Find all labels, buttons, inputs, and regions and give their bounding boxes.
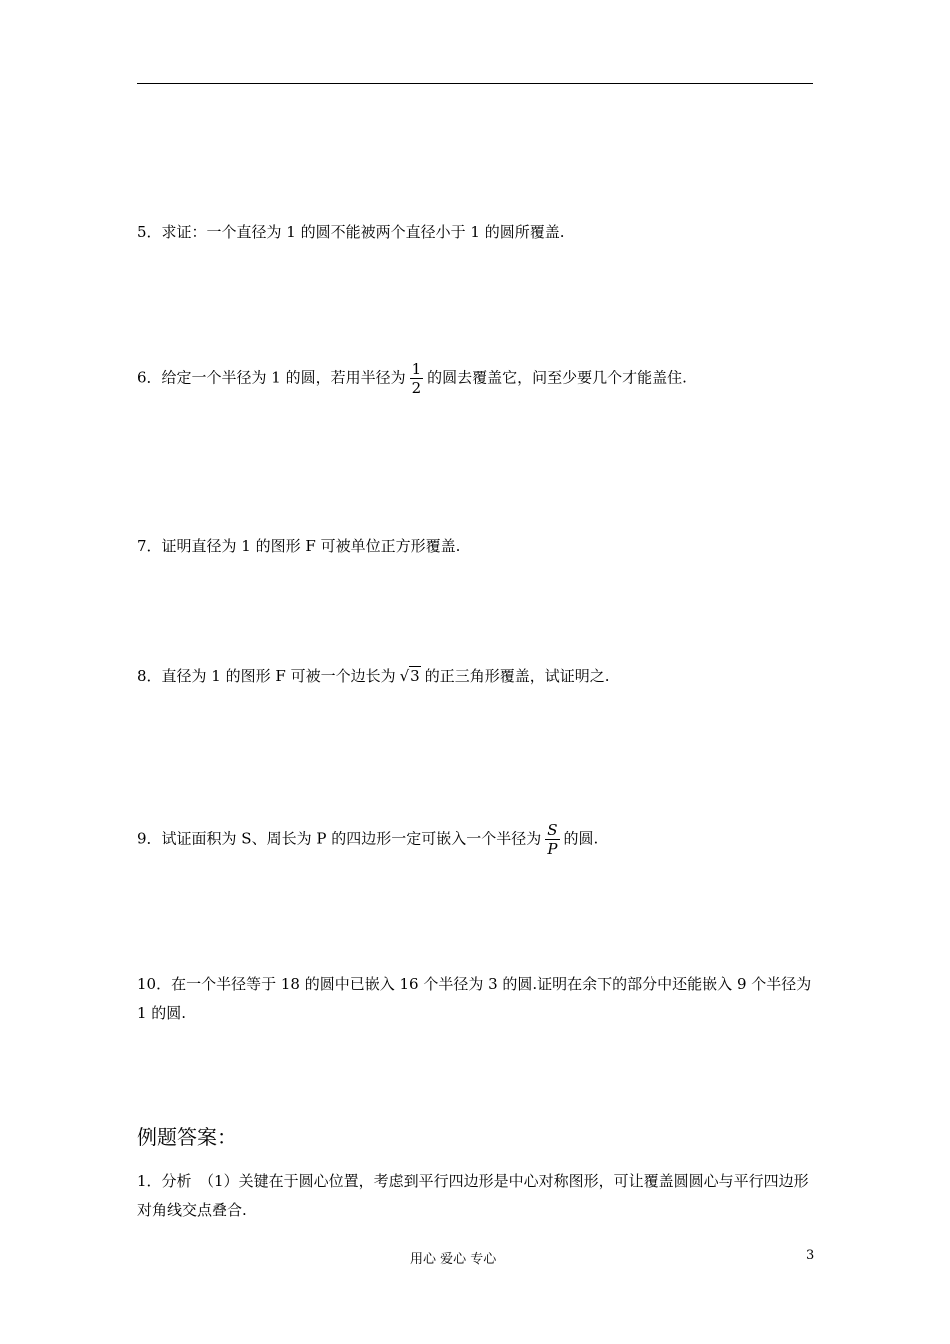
answers-section-title: 例题答案： bbox=[137, 1125, 237, 1149]
problem-8 bbox=[137, 665, 609, 687]
fraction-one-half bbox=[410, 360, 424, 397]
sqrt-three bbox=[400, 665, 421, 687]
page-number: 3 bbox=[806, 1248, 815, 1263]
fraction-s-over-p bbox=[545, 821, 559, 858]
header-rule bbox=[137, 83, 813, 84]
problem-9 bbox=[137, 821, 598, 858]
problem-6 bbox=[137, 360, 687, 397]
problem-9-text-after: 的圆. bbox=[563, 829, 599, 848]
fraction-denominator: 2 bbox=[411, 379, 422, 397]
problem-6-text-after: 的圆去覆盖它，问至少要几个才能盖住. bbox=[427, 368, 687, 387]
answer-1: 1．分析 （1）关键在于圆心位置，考虑到平行四边形是中心对称图形，可让覆盖圆圆心与平行四边形对角线交点叠合. bbox=[137, 1172, 809, 1219]
footer-motto: 用心 爱心 专心 bbox=[410, 1252, 497, 1267]
problem-7: 7．证明直径为 1 的图形 F 可被单位正方形覆盖. bbox=[137, 537, 461, 555]
problem-9-text-before: 9．试证面积为 S、周长为 P 的四边形一定可嵌入一个半径为 bbox=[137, 829, 542, 848]
problem-8-text-after: 的正三角形覆盖，试证明之. bbox=[424, 667, 610, 685]
problem-8-text-before: 8．直径为 1 的图形 F 可被一个边长为 bbox=[137, 667, 396, 685]
radicand: 3 bbox=[410, 667, 420, 685]
fraction-denominator: P bbox=[547, 840, 558, 858]
radical-sign: √ bbox=[399, 667, 410, 685]
fraction-numerator: 1 bbox=[411, 360, 422, 378]
problem-5: 5．求证：一个直径为 1 的圆不能被两个直径小于 1 的圆所覆盖. bbox=[137, 223, 565, 241]
problem-6-text-before: 6．给定一个半径为 1 的圆，若用半径为 bbox=[137, 368, 406, 387]
fraction-numerator: S bbox=[547, 821, 558, 839]
problem-10: 10．在一个半径等于 18 的圆中已嵌入 16 个半径为 3 的圆.证明在余下的部分中还能嵌入 9 个半径为 1 的圆. bbox=[137, 975, 812, 1022]
